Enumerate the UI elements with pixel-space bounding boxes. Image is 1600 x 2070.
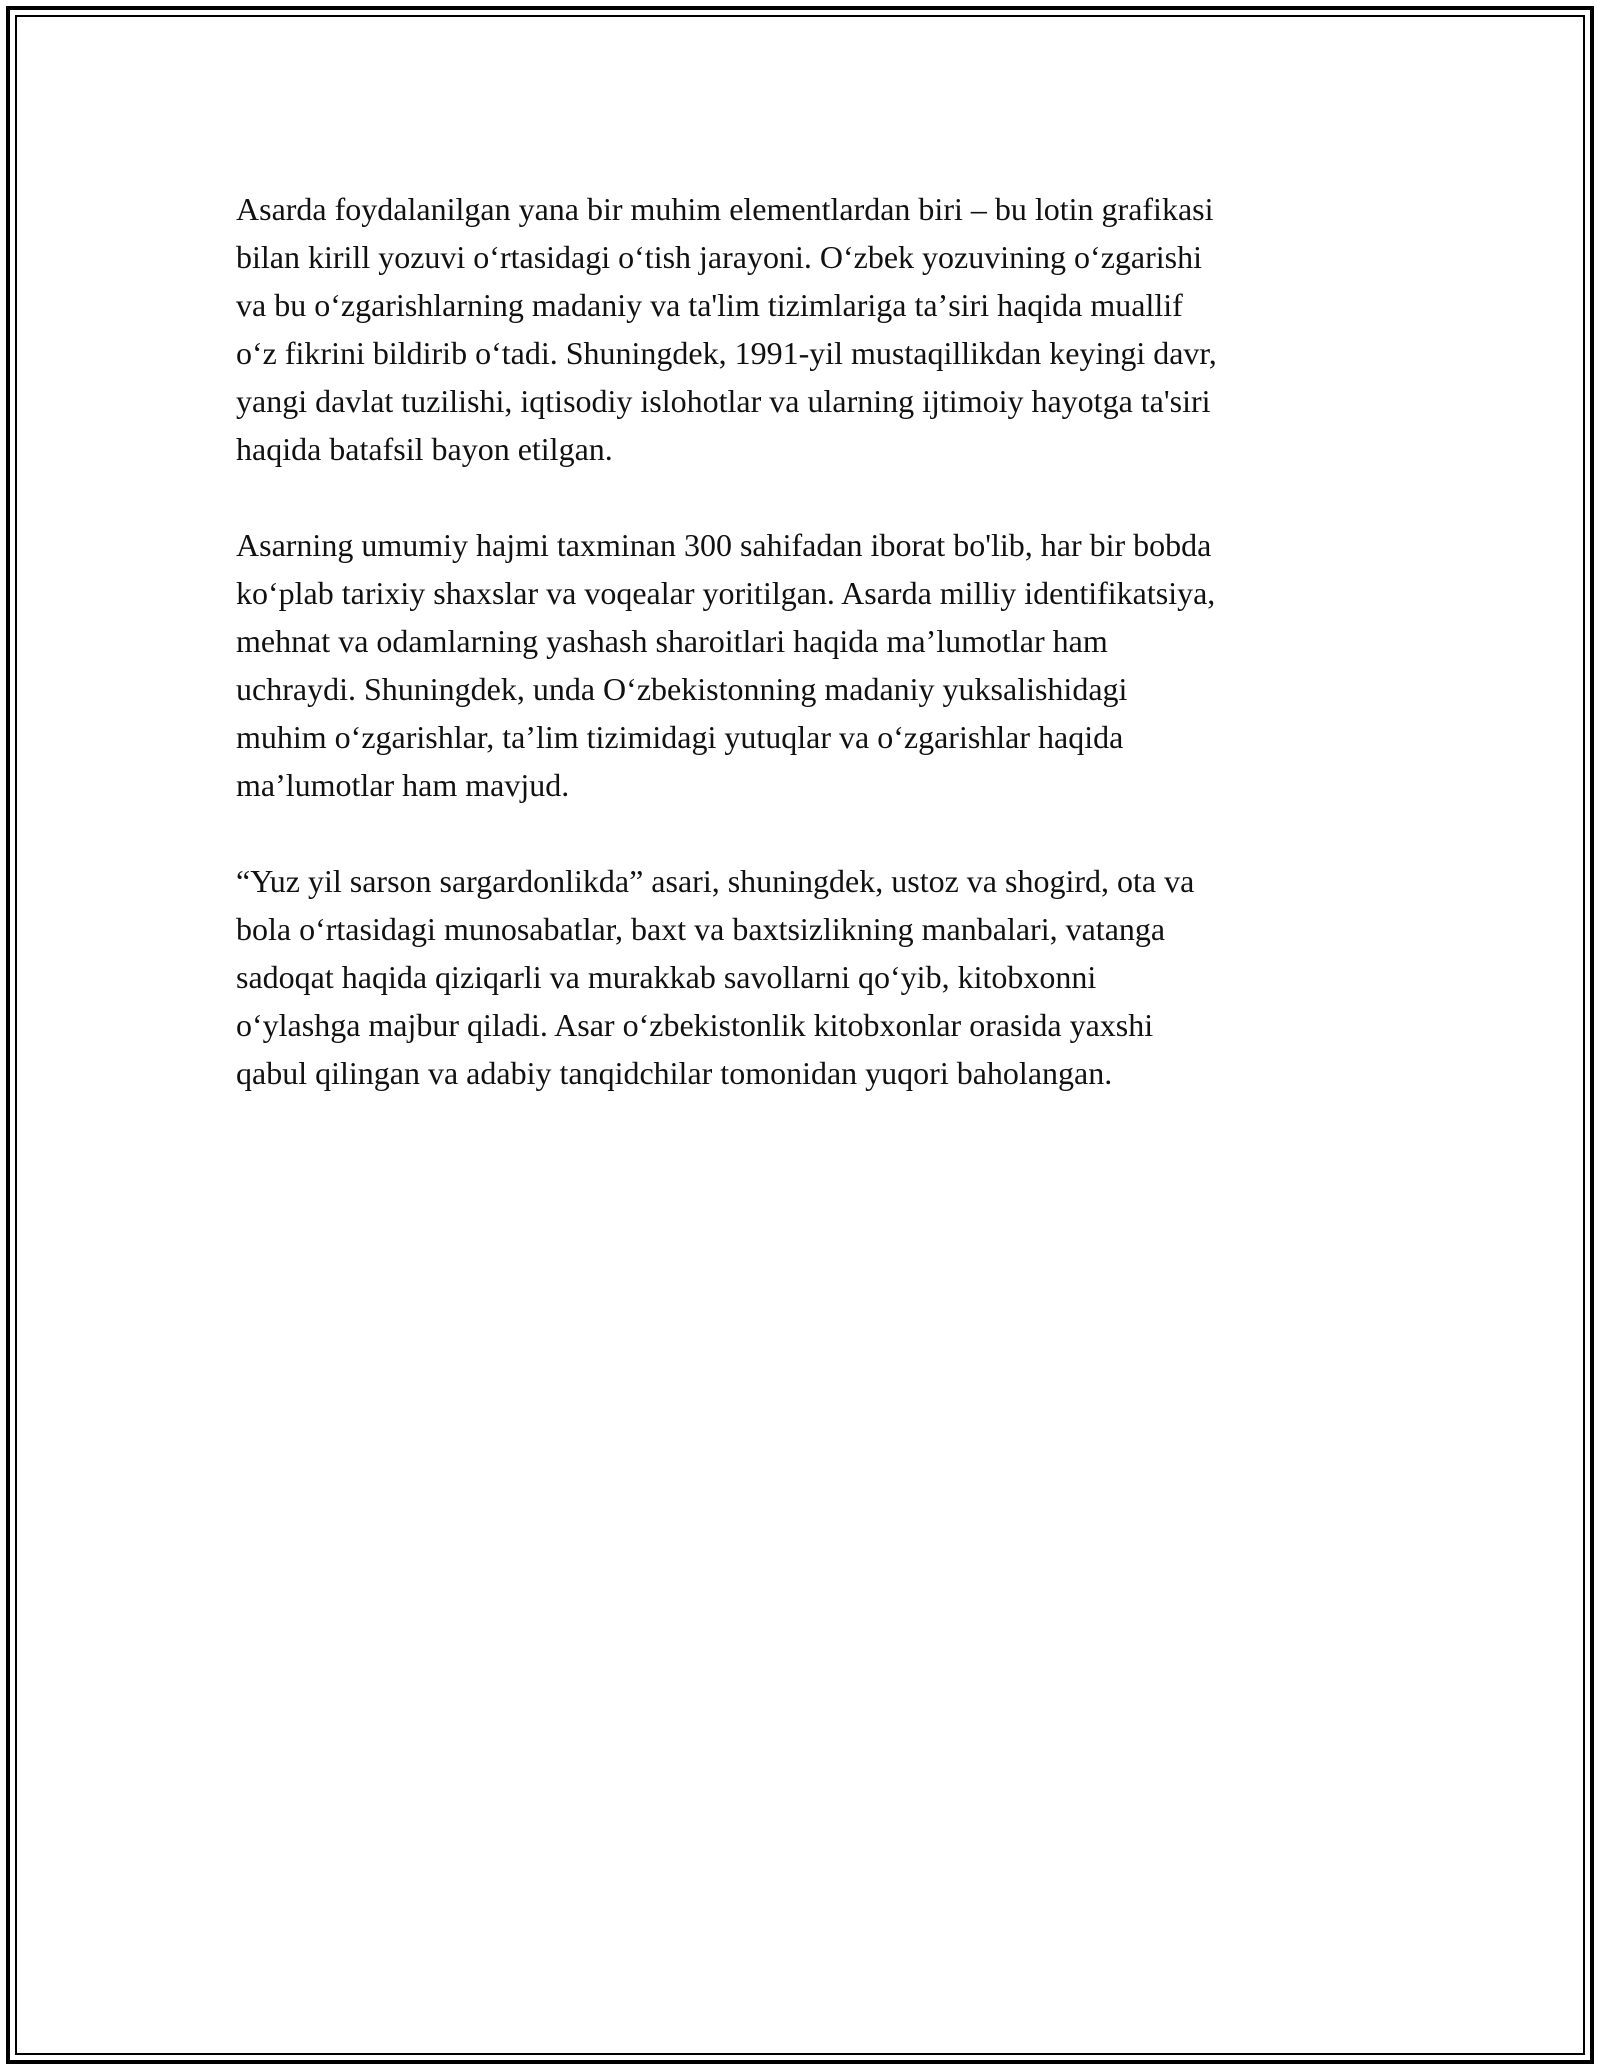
paragraph-line: koʻplab tarixiy shaxslar va voqealar yoritilgan. Asarda milliy identifikatsiya,: [236, 575, 1216, 611]
paragraph-line: mehnat va odamlarning yashash sharoitlari haqida maʼlumotlar ham: [236, 623, 1108, 659]
document-body: [236, 185, 1376, 1145]
paragraph-line: oʻz fikrini bildirib oʻtadi. Shuningdek, 1991-yil mustaqillikdan keyingi davr,: [236, 335, 1217, 371]
paragraph-line: qabul qilingan va adabiy tanqidchilar tomonidan yuqori baholangan.: [236, 1055, 1113, 1091]
paragraph-2: [236, 521, 1376, 809]
paragraph-line: maʼlumotlar ham mavjud.: [236, 767, 570, 803]
paragraph-line: “Yuz yil sarson sargardonlikda” asari, shuningdek, ustoz va shogird, ota va: [236, 863, 1195, 899]
paragraph-line: sadoqat haqida qiziqarli va murakkab savollarni qoʻyib, kitobxonni: [236, 959, 1097, 995]
paragraph-3: [236, 857, 1376, 1097]
paragraph-line: va bu oʻzgarishlarning madaniy va ta'lim tizimlariga taʼsiri haqida muallif: [236, 287, 1183, 323]
paragraph-1: [236, 185, 1376, 473]
paragraph-line: oʻylashga majbur qiladi. Asar oʻzbekistonlik kitobxonlar orasida yaxshi: [236, 1007, 1154, 1043]
paragraph-line: bilan kirill yozuvi oʻrtasidagi oʻtish jarayoni. Oʻzbek yozuvining oʻzgarishi: [236, 239, 1202, 275]
paragraph-line: Asarning umumiy hajmi taxminan 300 sahifadan iborat bo'lib, har bir bobda: [236, 527, 1212, 563]
paragraph-line: uchraydi. Shuningdek, unda Oʻzbekistonning madaniy yuksalishidagi: [236, 671, 1128, 707]
paragraph-line: muhim oʻzgarishlar, taʼlim tizimidagi yutuqlar va oʻzgarishlar haqida: [236, 719, 1124, 755]
paragraph-line: yangi davlat tuzilishi, iqtisodiy islohotlar va ularning ijtimoiy hayotga ta'siri: [236, 383, 1211, 419]
paragraph-line: bola oʻrtasidagi munosabatlar, baxt va baxtsizlikning manbalari, vatanga: [236, 911, 1166, 947]
paragraph-line: haqida batafsil bayon etilgan.: [236, 431, 613, 467]
paragraph-line: Asarda foydalanilgan yana bir muhim elementlardan biri – bu lotin grafikasi: [236, 191, 1214, 227]
